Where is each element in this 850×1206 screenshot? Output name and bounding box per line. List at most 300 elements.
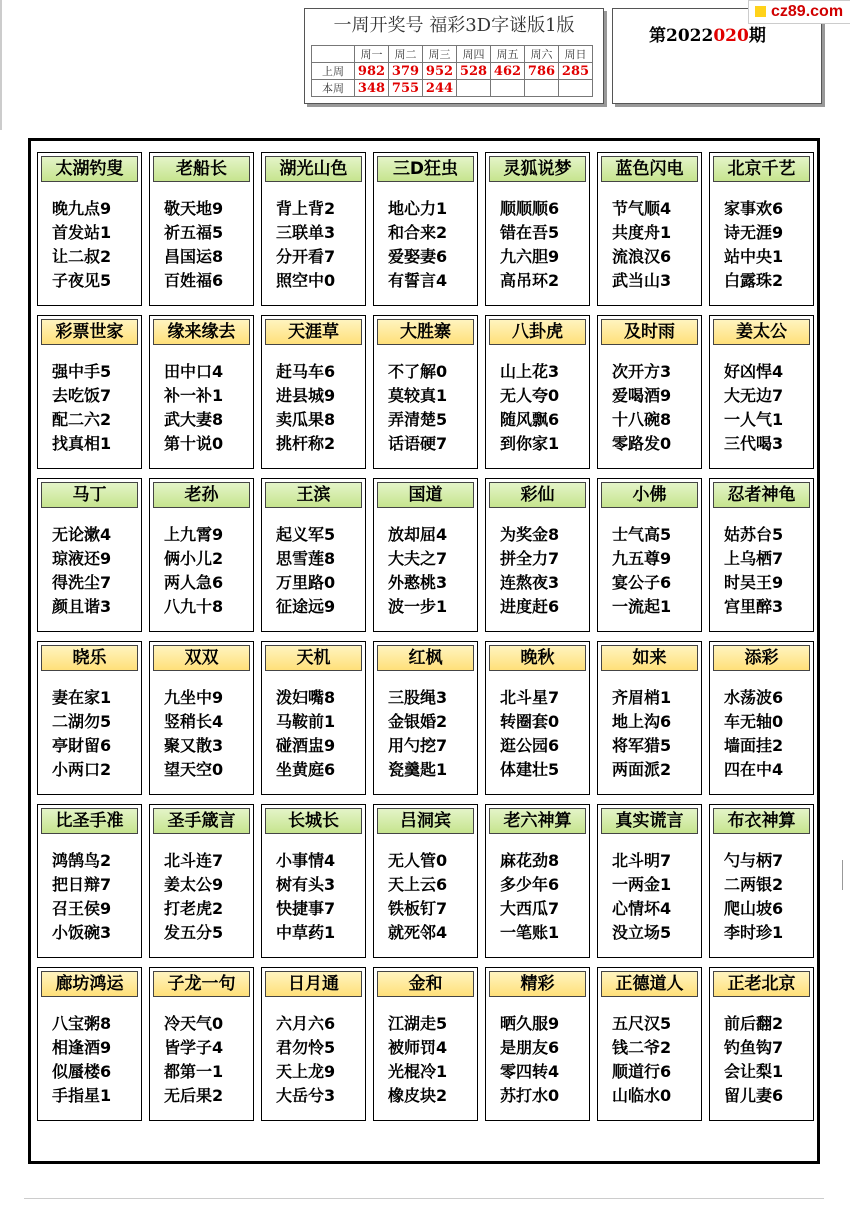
riddle-card: [597, 967, 702, 1121]
day-cell: 周日: [559, 46, 593, 63]
clue-line: 进度赶6: [500, 597, 560, 616]
author-name: 灵狐说梦: [489, 156, 586, 182]
issue-suffix: 期: [748, 26, 766, 46]
clue-line: 姑苏台5: [724, 525, 784, 544]
clue-line: 配二六2: [52, 410, 112, 429]
riddle-card: [261, 967, 366, 1121]
clue-line: 大岳兮3: [276, 1086, 336, 1105]
clue-line: 是朋友6: [500, 1038, 560, 1057]
author-name: 马丁: [41, 482, 138, 508]
clue-line: 话语硬7: [388, 434, 448, 453]
riddle-card: [149, 478, 254, 632]
clue-line: 子夜见5: [52, 271, 112, 290]
clue-line: 君勿怜5: [276, 1038, 336, 1057]
day-cell: 周三: [423, 46, 457, 63]
clue-line: 和合来2: [388, 223, 448, 242]
clue-line: 都第一1: [164, 1062, 224, 1081]
clue-line: 亭財留6: [52, 736, 112, 755]
author-name: 晓乐: [41, 645, 138, 671]
clue-list: [164, 197, 223, 293]
clue-line: 金银婚2: [388, 712, 448, 731]
clue-line: 上乌栖7: [724, 549, 784, 568]
clue-line: 九坐中9: [164, 688, 224, 707]
clue-list: [724, 1012, 783, 1108]
issue-number: [649, 21, 766, 46]
clue-line: 用勺挖7: [388, 736, 448, 755]
clue-line: 高吊环2: [500, 271, 560, 290]
clue-line: 次开方3: [612, 362, 672, 381]
clue-line: 天上云6: [388, 875, 448, 894]
weekly-draw-table: [311, 45, 593, 97]
clue-list: [500, 360, 559, 456]
clue-list: [52, 523, 111, 619]
author-name: 比圣手准: [41, 808, 138, 834]
author-name: 缘来缘去: [153, 319, 250, 345]
clue-list: [276, 686, 335, 782]
author-name: 晚秋: [489, 645, 586, 671]
clue-line: 将军猎5: [612, 736, 672, 755]
clue-line: 钓鱼钩7: [724, 1038, 784, 1057]
author-name: 大胜寨: [377, 319, 474, 345]
clue-line: 田中口4: [164, 362, 224, 381]
riddle-card: [597, 478, 702, 632]
clue-line: 放却屈4: [388, 525, 448, 544]
riddle-card: [709, 152, 814, 306]
clue-line: 勺与柄7: [724, 851, 784, 870]
clue-list: [52, 1012, 111, 1108]
riddle-card: [597, 641, 702, 795]
clue-line: 快捷事7: [276, 899, 336, 918]
clue-list: [164, 849, 223, 945]
clue-line: 多少年6: [500, 875, 560, 894]
author-name: 王滨: [265, 482, 362, 508]
clue-line: 零路发0: [612, 434, 672, 453]
author-name: 日月通: [265, 971, 362, 997]
logo-text: cz89.com: [771, 3, 844, 20]
clue-line: 无论漱4: [52, 525, 112, 544]
clue-line: 泼妇嘴8: [276, 688, 336, 707]
page-edge-line: [0, 0, 2, 130]
author-name: 三D狂虫: [377, 156, 474, 182]
clue-line: 思雪莲8: [276, 549, 336, 568]
clue-line: 皆学子4: [164, 1038, 224, 1057]
clue-list: [164, 686, 223, 782]
clue-line: 宫里醉3: [724, 597, 784, 616]
clue-line: 李时珍1: [724, 923, 784, 942]
draw-number: [525, 80, 559, 97]
draw-number: 348: [355, 80, 389, 97]
clue-line: 征途远9: [276, 597, 336, 616]
clue-list: [388, 360, 447, 456]
clue-line: 北斗明7: [612, 851, 672, 870]
author-name: 天机: [265, 645, 362, 671]
author-name: 老孙: [153, 482, 250, 508]
riddle-card: [597, 152, 702, 306]
riddle-card: [373, 315, 478, 469]
draw-number: 786: [525, 63, 559, 80]
clue-line: 马鞍前1: [276, 712, 336, 731]
clue-line: 进县城9: [276, 386, 336, 405]
day-cell: 周四: [457, 46, 491, 63]
clue-list: [388, 197, 447, 293]
clue-line: 大无边7: [724, 386, 784, 405]
clue-line: 家事欢6: [724, 199, 784, 218]
clue-line: 顺道行6: [612, 1062, 672, 1081]
clue-line: 二两银2: [724, 875, 784, 894]
draw-number: [457, 80, 491, 97]
clue-list: [500, 686, 559, 782]
author-name: 老六神算: [489, 808, 586, 834]
riddle-card: [149, 967, 254, 1121]
clue-line: 时吴王9: [724, 573, 784, 592]
clue-line: 四在中4: [724, 760, 784, 779]
author-name: 国道: [377, 482, 474, 508]
author-name: 小佛: [601, 482, 698, 508]
author-name: 及时雨: [601, 319, 698, 345]
draw-number: 528: [457, 63, 491, 80]
clue-line: 八九十8: [164, 597, 224, 616]
clue-list: [388, 686, 447, 782]
clue-line: 俩小儿2: [164, 549, 224, 568]
clue-line: 竖稍长4: [164, 712, 224, 731]
clue-line: 前后翻2: [724, 1014, 784, 1033]
clue-line: 得洗尘7: [52, 573, 112, 592]
clue-line: 被师罚4: [388, 1038, 448, 1057]
clue-line: 体建壮5: [500, 760, 560, 779]
author-name: 蓝色闪电: [601, 156, 698, 182]
clue-line: 妻在家1: [52, 688, 112, 707]
author-name: 如来: [601, 645, 698, 671]
clue-line: 站中央1: [724, 247, 784, 266]
clue-list: [276, 360, 335, 456]
clue-line: 留儿妻6: [724, 1086, 784, 1105]
clue-line: 一流起1: [612, 597, 672, 616]
riddle-card: [485, 641, 590, 795]
clue-line: 瓷羹匙1: [388, 760, 448, 779]
riddle-card: [37, 967, 142, 1121]
issue-serial: 020: [713, 26, 749, 46]
author-name: 长城长: [265, 808, 362, 834]
author-name: 太湖钓叟: [41, 156, 138, 182]
riddle-card: [149, 152, 254, 306]
clue-line: 小事情4: [276, 851, 336, 870]
last-week-row: [312, 63, 593, 80]
clue-line: 宴公子6: [612, 573, 672, 592]
clue-line: 三代喝3: [724, 434, 784, 453]
clue-line: 卖瓜果8: [276, 410, 336, 429]
riddle-card: [597, 804, 702, 958]
clue-list: [612, 197, 671, 293]
clue-line: 两人急6: [164, 573, 224, 592]
clue-line: 不了解0: [388, 362, 448, 381]
clue-line: 齐眉梢1: [612, 688, 672, 707]
clue-line: 外憨桃3: [388, 573, 448, 592]
clue-line: 没立场5: [612, 923, 672, 942]
clue-line: 节气顺4: [612, 199, 672, 218]
draw-number: [559, 80, 593, 97]
clue-line: 小两口2: [52, 760, 112, 779]
clue-line: 好凶悍4: [724, 362, 784, 381]
clue-line: 起义军5: [276, 525, 336, 544]
riddle-grid: [28, 138, 820, 1164]
author-name: 正德道人: [601, 971, 698, 997]
author-name: 天涯草: [265, 319, 362, 345]
clue-line: 转圈套0: [500, 712, 560, 731]
author-name: 忍者神龟: [713, 482, 810, 508]
draw-number: 755: [389, 80, 423, 97]
clue-list: [388, 1012, 447, 1108]
draw-number: 244: [423, 80, 457, 97]
author-name: 北京千艺: [713, 156, 810, 182]
riddle-card: [261, 804, 366, 958]
site-logo[interactable]: [748, 0, 850, 24]
clue-list: [276, 849, 335, 945]
clue-line: 随风飘6: [500, 410, 560, 429]
clue-line: 鸿鹄鸟2: [52, 851, 112, 870]
draw-number: [491, 80, 525, 97]
footer-divider: [24, 1198, 824, 1199]
clue-line: 江湖走5: [388, 1014, 448, 1033]
clue-list: [276, 523, 335, 619]
clue-line: 百姓福6: [164, 271, 224, 290]
day-cell: 周六: [525, 46, 559, 63]
clue-line: 望天空0: [164, 760, 224, 779]
clue-line: 晒久服9: [500, 1014, 560, 1033]
riddle-card: [149, 641, 254, 795]
clue-line: 顺顺顺6: [500, 199, 560, 218]
riddle-card: [485, 478, 590, 632]
clue-line: 冷天气0: [164, 1014, 224, 1033]
author-name: 红枫: [377, 645, 474, 671]
riddle-card: [709, 967, 814, 1121]
draw-number: 462: [491, 63, 525, 80]
author-name: 吕洞宾: [377, 808, 474, 834]
clue-line: 苏打水0: [500, 1086, 560, 1105]
riddle-card: [709, 315, 814, 469]
clue-list: [388, 523, 447, 619]
clue-line: 颜且谐3: [52, 597, 112, 616]
riddle-card: [37, 152, 142, 306]
clue-list: [724, 197, 783, 293]
clue-line: 碰酒盅9: [276, 736, 336, 755]
clue-line: 车无轴0: [724, 712, 784, 731]
clue-line: 共度舟1: [612, 223, 672, 242]
clue-line: 让二叔2: [52, 247, 112, 266]
clue-line: 小饭碗3: [52, 923, 112, 942]
riddle-card: [373, 478, 478, 632]
draw-number: 379: [389, 63, 423, 80]
clue-line: 橡皮块2: [388, 1086, 448, 1105]
clue-line: 士气高5: [612, 525, 672, 544]
riddle-card: [373, 967, 478, 1121]
clue-line: 无后果2: [164, 1086, 224, 1105]
clue-line: 错在吾5: [500, 223, 560, 242]
clue-line: 武当山3: [612, 271, 672, 290]
clue-line: 麻花劲8: [500, 851, 560, 870]
clue-line: 敬天地9: [164, 199, 224, 218]
clue-line: 心情坏4: [612, 899, 672, 918]
clue-list: [52, 360, 111, 456]
clue-line: 有誓言4: [388, 271, 448, 290]
clue-line: 背上背2: [276, 199, 336, 218]
clue-line: 地心力1: [388, 199, 448, 218]
clue-line: 山临水0: [612, 1086, 672, 1105]
clue-line: 中草药1: [276, 923, 336, 942]
clue-line: 武大妻8: [164, 410, 224, 429]
clue-list: [724, 849, 783, 945]
author-name: 姜太公: [713, 319, 810, 345]
clue-line: 流浪汉6: [612, 247, 672, 266]
author-name: 双双: [153, 645, 250, 671]
clue-line: 白露珠2: [724, 271, 784, 290]
clue-line: 赶马车6: [276, 362, 336, 381]
clue-line: 九五尊9: [612, 549, 672, 568]
clue-line: 六月六6: [276, 1014, 336, 1033]
riddle-card: [597, 315, 702, 469]
riddle-card: [261, 478, 366, 632]
clue-line: 连熬夜3: [500, 573, 560, 592]
clue-line: 无人夸0: [500, 386, 560, 405]
author-name: 金和: [377, 971, 474, 997]
clue-line: 拼全力7: [500, 549, 560, 568]
draw-panel-title: 一周开奖号 福彩3D字谜版1版: [333, 15, 575, 36]
clue-line: 大夫之7: [388, 549, 448, 568]
clue-line: 天上龙9: [276, 1062, 336, 1081]
clue-line: 昌国运8: [164, 247, 224, 266]
clue-line: 光棍冷1: [388, 1062, 448, 1081]
clue-line: 十八碗8: [612, 410, 672, 429]
author-name: 添彩: [713, 645, 810, 671]
clue-line: 爬山坡6: [724, 899, 784, 918]
clue-line: 波一步1: [388, 597, 448, 616]
clue-line: 为奖金8: [500, 525, 560, 544]
clue-line: 五尺汉5: [612, 1014, 672, 1033]
clue-line: 上九霄9: [164, 525, 224, 544]
author-name: 彩仙: [489, 482, 586, 508]
clue-list: [276, 197, 335, 293]
day-header-row: [312, 46, 593, 63]
clue-line: 发五分5: [164, 923, 224, 942]
clue-line: 水荡波6: [724, 688, 784, 707]
author-name: 子龙一句: [153, 971, 250, 997]
corner-cell: [312, 46, 355, 63]
clue-line: 打老虎2: [164, 899, 224, 918]
clue-line: 召王侯9: [52, 899, 112, 918]
riddle-card: [485, 315, 590, 469]
riddle-card: [37, 641, 142, 795]
clue-list: [52, 686, 111, 782]
clue-line: 三股绳3: [388, 688, 448, 707]
clue-line: 找真相1: [52, 434, 112, 453]
riddle-card: [373, 152, 478, 306]
clue-line: 姜太公9: [164, 875, 224, 894]
clue-line: 首发站1: [52, 223, 112, 242]
clue-line: 山上花3: [500, 362, 560, 381]
clue-line: 钱二爷2: [612, 1038, 672, 1057]
clue-line: 树有头3: [276, 875, 336, 894]
riddle-card: [261, 152, 366, 306]
clue-line: 补一补1: [164, 386, 224, 405]
clue-line: 万里路0: [276, 573, 336, 592]
logo-square-icon: [755, 6, 766, 17]
clue-line: 挑杆称2: [276, 434, 336, 453]
weekly-draw-panel: [304, 8, 604, 104]
clue-line: 零四转4: [500, 1062, 560, 1081]
riddle-card: [37, 315, 142, 469]
clue-list: [612, 523, 671, 619]
clue-list: [724, 523, 783, 619]
clue-line: 弄清楚5: [388, 410, 448, 429]
clue-line: 逛公园6: [500, 736, 560, 755]
author-name: 八卦虎: [489, 319, 586, 345]
author-name: 湖光山色: [265, 156, 362, 182]
draw-number: 285: [559, 63, 593, 80]
clue-list: [724, 686, 783, 782]
clue-list: [164, 1012, 223, 1108]
clue-line: 琼液还9: [52, 549, 112, 568]
clue-list: [612, 1012, 671, 1108]
clue-line: 无人管0: [388, 851, 448, 870]
riddle-card: [149, 804, 254, 958]
clue-line: 八宝粥8: [52, 1014, 112, 1033]
clue-line: 一两金1: [612, 875, 672, 894]
day-cell: 周二: [389, 46, 423, 63]
clue-list: [388, 849, 447, 945]
riddle-card: [37, 478, 142, 632]
clue-line: 一人气1: [724, 410, 784, 429]
clue-line: 相逢酒9: [52, 1038, 112, 1057]
clue-list: [612, 849, 671, 945]
clue-line: 聚又散3: [164, 736, 224, 755]
riddle-card: [709, 478, 814, 632]
clue-line: 三联单3: [276, 223, 336, 242]
clue-line: 两面派2: [612, 760, 672, 779]
clue-list: [52, 849, 111, 945]
clue-line: 二湖勿5: [52, 712, 112, 731]
clue-list: [724, 360, 783, 456]
author-name: 廊坊鸿运: [41, 971, 138, 997]
clue-line: 墙面挂2: [724, 736, 784, 755]
riddle-card: [485, 967, 590, 1121]
clue-line: 九六胆9: [500, 247, 560, 266]
clue-line: 祈五福5: [164, 223, 224, 242]
clue-line: 爱喝酒9: [612, 386, 672, 405]
clue-line: 铁板钉7: [388, 899, 448, 918]
riddle-card: [485, 804, 590, 958]
riddle-card: [485, 152, 590, 306]
clue-line: 第十说0: [164, 434, 224, 453]
last-week-label: 上周: [312, 63, 355, 80]
riddle-card: [261, 641, 366, 795]
riddle-card: [709, 804, 814, 958]
author-name: 老船长: [153, 156, 250, 182]
clue-line: 似蜃楼6: [52, 1062, 112, 1081]
this-week-row: [312, 80, 593, 97]
author-name: 精彩: [489, 971, 586, 997]
day-cell: 周一: [355, 46, 389, 63]
draw-number: 952: [423, 63, 457, 80]
riddle-card: [37, 804, 142, 958]
clue-list: [164, 523, 223, 619]
clue-list: [612, 360, 671, 456]
clue-line: 晚九点9: [52, 199, 112, 218]
clue-line: 就死邻4: [388, 923, 448, 942]
riddle-card: [149, 315, 254, 469]
clue-line: 强中手5: [52, 362, 112, 381]
issue-prefix: 第2022: [649, 26, 714, 46]
clue-list: [500, 1012, 559, 1108]
clue-line: 北斗连7: [164, 851, 224, 870]
